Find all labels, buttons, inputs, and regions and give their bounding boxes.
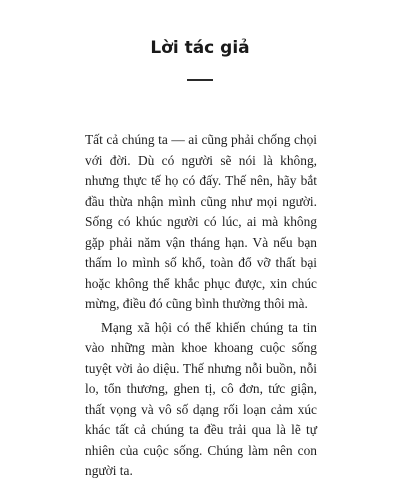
paragraph-1: Tất cả chúng ta — ai cũng phải chống chọi với đời. Dù có người sẽ nói là không, nhưng thực tế họ có đấy. Thế nên, hãy bắt đầu thừa nhận mình cũng như mọi người. Sống có khúc người có lúc, ai mà không gặp phải năm vận tháng hạn. Và nếu bạn thấm lo mình số khổ, toàn đổ vỡ thất bại hoặc không thể khắc phục được, xin chúc mừng, điều đó cũng bình thường thôi mà. [85, 132, 317, 311]
page-title: Lời tác giả [150, 38, 250, 58]
body-text [85, 130, 317, 485]
title-underline [187, 79, 213, 81]
paragraph-2: Mạng xã hội có thể khiến chúng ta tin vào những màn khoe khoang cuộc sống tuyệt vời ảo diệu. Thế nhưng nỗi buồn, nỗi lo, tổn thương, ghen tị, cô đơn, tức giận, thất vọng và vô số dạng rối loạn cảm xúc khác tất cả chúng ta đều trải qua là lẽ tự nhiên của cuộc sống. Chúng làm nên con người ta. [85, 319, 317, 478]
